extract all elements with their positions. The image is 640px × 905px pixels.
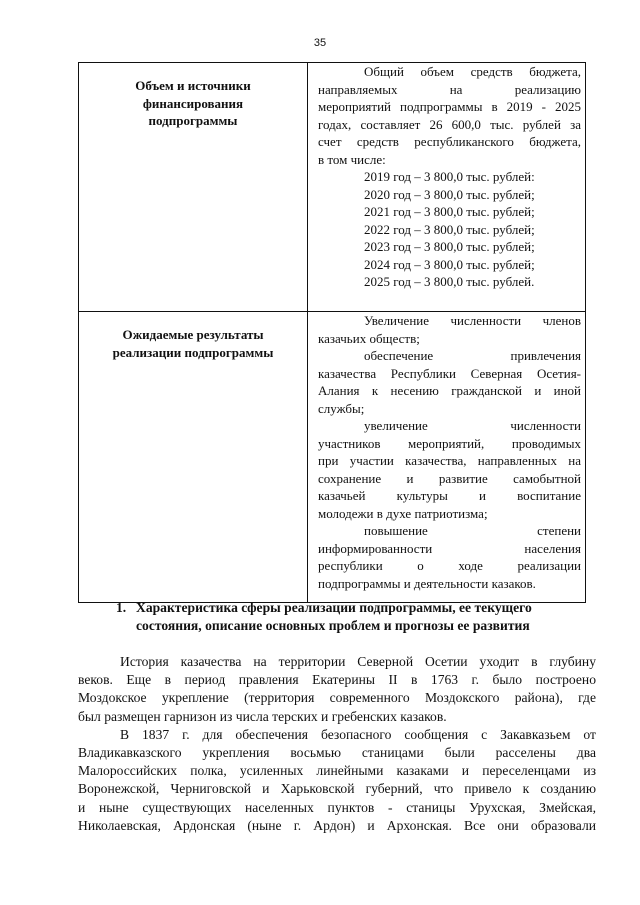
year-line: 2024 год – 3 800,0 тыс. рублей; [364, 256, 535, 272]
section-title-line: состояния, описание основных проблем и прогнозы ее развития [136, 618, 530, 633]
value-line: Увеличение численности членов [364, 313, 581, 328]
value-line: службы; [318, 400, 365, 416]
value-line: молодежи в духе патриотизма; [318, 505, 488, 521]
passport-table [78, 62, 586, 603]
financing-label-cell [79, 63, 308, 312]
value-line: направляемых на реализацию [318, 81, 581, 97]
paragraph-line: Николаевская, Ардонская (ныне г. Ардон) и Архонская. Все они образовали [78, 817, 596, 833]
label-line: подпрограммы [148, 113, 238, 128]
value-line: мероприятий подпрограммы в 2019 - 2025 [318, 99, 581, 114]
section-heading [116, 599, 596, 635]
paragraph-line: веков. Еще в период правления Екатерины II в 1763 г. было построено [78, 672, 596, 688]
value-line: при участии казачества, направленных на [318, 453, 581, 468]
paragraph-line: Владикавказского укрепления восьмью станицами были расселены два [78, 745, 596, 761]
value-line: счет средств республиканского бюджета, [318, 134, 581, 149]
year-line: 2025 год – 3 800,0 тыс. рублей. [364, 274, 535, 289]
financing-value-cell [308, 63, 586, 312]
paragraph-line: История казачества на территории Северной Осетии уходит в глубину [120, 654, 596, 669]
label-line: финансирования [142, 95, 244, 111]
paragraph-line: Малороссийских полка, усиленных линейными казаками и переселенцами из [78, 763, 596, 779]
paragraph-line: В 1837 г. для обеспечения безопасного сообщения с Закавказьем от [120, 726, 596, 742]
paragraph-line: и ныне существующих населенных пунктов - станицы Урухская, Змейская, [78, 799, 596, 815]
paragraph-line: Воронежской, Черниговской и Харьковской губерний, что привело к созданию [78, 781, 596, 797]
page-number: 35 [313, 37, 327, 49]
value-line: годах, составляет 26 600,0 тыс. рублей за [318, 116, 581, 132]
value-line: Алания к несению гражданской и иной [318, 383, 581, 398]
value-line: казачьих обществ; [318, 330, 420, 346]
section-number: 1. [116, 600, 127, 615]
value-line: подпрограммы и деятельности казаков. [318, 575, 536, 591]
value-line: информированности населения [318, 540, 581, 556]
value-line: республики о ходе реализации [318, 558, 581, 573]
value-line: участников мероприятий, проводимых [318, 435, 581, 451]
value-line: сохранение и развитие самобытной [318, 470, 581, 486]
results-label-cell [79, 312, 308, 603]
value-line: обеспечение привлечения [364, 348, 581, 363]
value-line: повышение степени [364, 523, 581, 538]
results-value-cell [308, 312, 586, 603]
year-line: 2022 год – 3 800,0 тыс. рублей; [364, 221, 535, 237]
year-line: 2021 год – 3 800,0 тыс. рублей; [364, 204, 535, 219]
label-line: Объем и источники [135, 78, 251, 93]
value-line: казачьей культуры и воспитание [318, 488, 581, 503]
value-line: казачества Республики Северная Осетия- [318, 365, 581, 381]
label-line: реализации подпрограммы [112, 344, 274, 360]
value-line: увеличение численности [364, 418, 581, 433]
label-line: Ожидаемые результаты [122, 327, 264, 342]
year-line: 2023 год – 3 800,0 тыс. рублей; [364, 239, 535, 254]
table-row-results [79, 312, 586, 603]
table-row-financing [79, 63, 586, 312]
year-line: 2019 год – 3 800,0 тыс. рублей: [364, 169, 535, 184]
value-line: в том числе: [318, 151, 386, 167]
paragraph-line: Моздокское укрепление (территория современного Моздокского района), где [78, 690, 596, 706]
paragraph-line: был размещен гарнизон из числа терских и гребенских казаков. [78, 708, 447, 724]
body-text [78, 653, 596, 835]
year-line: 2020 год – 3 800,0 тыс. рублей; [364, 186, 535, 202]
value-line: Общий объем средств бюджета, [364, 64, 581, 79]
section-title-line: Характеристика сферы реализации подпрограммы, ее текущего [136, 600, 532, 615]
